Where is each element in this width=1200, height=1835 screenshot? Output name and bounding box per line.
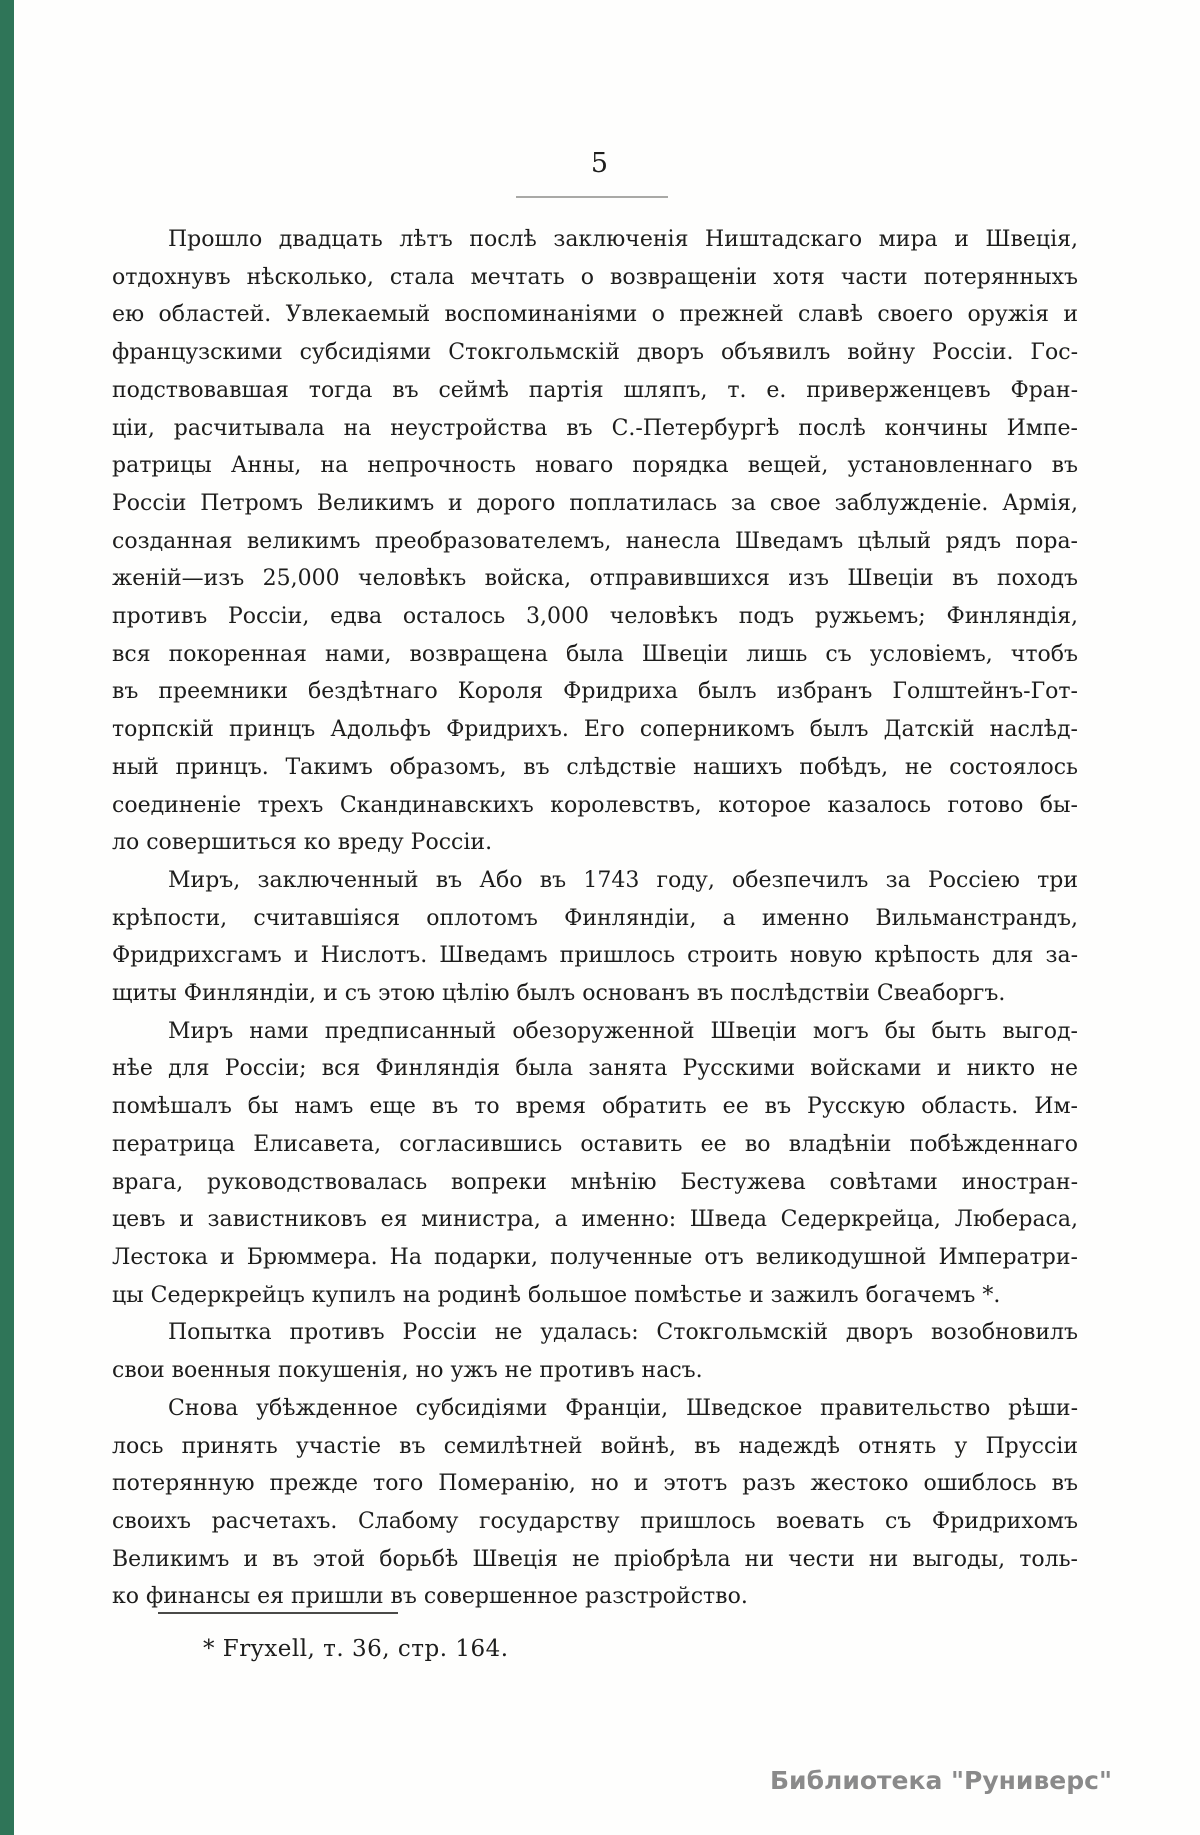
text-line: врага, руководствовалась вопреки мнѣнію Бестужева совѣтами иностран- [112, 1169, 1078, 1195]
text-line: Миръ, заключенный въ Або въ 1743 году, обезпечилъ за Россіею три [168, 867, 1078, 893]
page-number: 5 [590, 148, 610, 179]
text-line: потерянную прежде того Померанію, но и этотъ разъ жестоко ошиблось въ [112, 1471, 1078, 1497]
text-line: лось принять участіе въ семилѣтней войнѣ, въ надеждѣ отнять у Пруссіи [112, 1433, 1078, 1459]
text-line: ператрица Елисавета, согласившись оставить ее во владѣніи побѣжденнаго [112, 1131, 1078, 1157]
text-line: нѣе для Россіи; вся Финляндія была занята Русскими войсками и никто не [112, 1056, 1078, 1082]
text-line: противъ Россіи, едва осталось 3,000 человѣкъ подъ ружьемъ; Финляндія, [112, 604, 1078, 630]
text-line: соединеніе трехъ Скандинавскихъ королевствъ, которое казалось готово бы- [112, 792, 1078, 818]
text-line: Россіи Петромъ Великимъ и дорого поплатилась за свое заблужденіе. Армія, [112, 490, 1078, 516]
text-line: Великимъ и въ этой борьбѣ Швеція не пріобрѣла ни чести ни выгоды, толь- [112, 1546, 1078, 1572]
text-line: торпскій принцъ Адольфъ Фридрихъ. Его соперникомъ былъ Датскій наслѣд- [112, 717, 1078, 743]
text-line: крѣпости, считавшіяся оплотомъ Финляндіи, а именно Вильманстрандъ, [112, 905, 1078, 931]
text-line: Лестока и Брюммера. На подарки, полученные отъ великодушной Императри- [112, 1244, 1078, 1270]
text-line: Фридрихсгамъ и Нислотъ. Шведамъ пришлось строить новую крѣпость для за- [112, 943, 1078, 969]
text-line: отдохнувъ нѣсколько, стала мечтать о возвращеніи хотя части потерянныхъ [112, 264, 1078, 290]
text-line: ко финансы ея пришли въ совершенное разстройство. [112, 1584, 748, 1610]
text-line: цы Седеркрейцъ купилъ на родинѣ большое помѣстье и зажилъ богачемъ *. [112, 1282, 1001, 1308]
text-line: помѣшалъ бы намъ еще въ то время обратить ее въ Русскую область. Им- [112, 1094, 1078, 1120]
text-line: своихъ расчетахъ. Слабому государству пришлось воевать съ Фридрихомъ [112, 1508, 1078, 1534]
text-line: Попытка противъ Россіи не удалась: Стокгольмскій дворъ возобновилъ [168, 1320, 1078, 1346]
text-line: ціи, расчитывала на неустройства въ С.-Петербургѣ послѣ кончины Импе- [112, 415, 1078, 441]
text-line: Прошло двадцать лѣтъ послѣ заключенія Ништадскаго мира и Швеція, [168, 227, 1078, 252]
text-line: ратрицы Анны, на непрочность новаго порядка вещей, установленнаго въ [112, 453, 1078, 479]
text-line: въ преемники бездѣтнаго Короля Фридриха былъ избранъ Голштейнъ-Гот- [112, 679, 1078, 705]
text-line: Снова убѣжденное субсидіями Франціи, Шведское правительство рѣши- [168, 1395, 1078, 1421]
text-line: Миръ нами предписанный обезоруженной Швеціи могъ бы быть выгод- [168, 1018, 1078, 1044]
text-line: ный принцъ. Такимъ образомъ, въ слѣдствіе нашихъ побѣдъ, не состоялось [112, 754, 1078, 780]
footnote: * Fryxell, т. 36, стр. 164. [203, 1636, 509, 1662]
text-line: ло совершиться ко вреду Россіи. [112, 830, 493, 856]
paragraph [112, 1390, 1078, 1616]
paragraph [112, 862, 1078, 1013]
text-line: французскими субсидіями Стокгольмскій дворъ объявилъ войну Россіи. Гос- [112, 340, 1078, 366]
library-watermark: Библиотека "Руниверс" [770, 1766, 1112, 1795]
paragraph [112, 1314, 1078, 1389]
footnote-rule [158, 1612, 398, 1614]
text-line: созданная великимъ преобразователемъ, нанесла Шведамъ цѣлый рядъ пора- [112, 528, 1078, 554]
text-line: цевъ и завистниковъ ея министра, а именно: Шведа Седеркрейца, Любераса, [112, 1207, 1078, 1233]
text-line: подствовавшая тогда въ сеймѣ партія шляпъ, т. е. приверженцевъ Фран- [112, 377, 1078, 403]
paragraph [112, 221, 1078, 862]
text-line: вся покоренная нами, возвращена была Швеціи лишь съ условіемъ, чтобъ [112, 641, 1078, 667]
text-line: женій—изъ 25,000 человѣкъ войска, отправившихся изъ Швеціи въ походъ [112, 566, 1078, 592]
text-line: щиты Финляндіи, и съ этою цѣлію былъ основанъ въ послѣдствіи Свеаборгъ. [112, 981, 1006, 1007]
text-line: ею областей. Увлекаемый воспоминаніями о прежней славѣ своего оружія и [112, 302, 1078, 328]
page-number-rule [516, 196, 668, 198]
scan-edge-stripe [0, 0, 14, 1835]
text-line: свои военныя покушенія, но ужъ не противъ насъ. [112, 1358, 703, 1384]
paragraph [112, 1013, 1078, 1315]
body-text [112, 221, 1078, 1616]
